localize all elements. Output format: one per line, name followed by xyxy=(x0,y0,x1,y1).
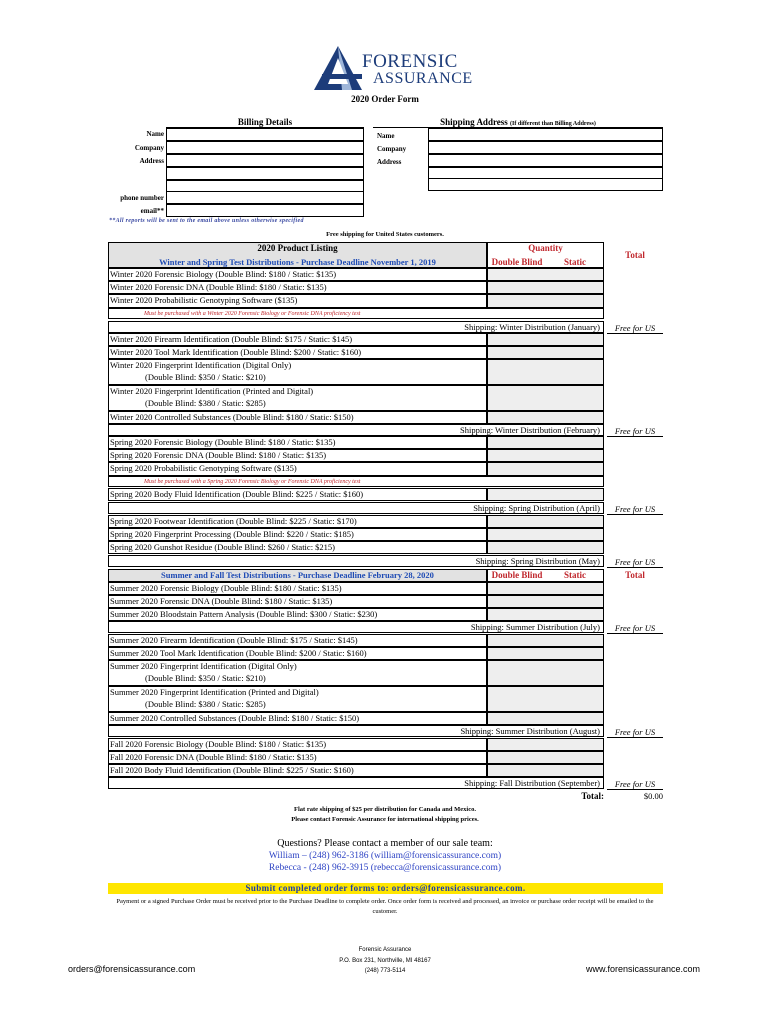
billing-email-field[interactable] xyxy=(166,204,364,217)
quantity-input[interactable] xyxy=(487,488,604,501)
submit-orders-banner[interactable]: Submit completed order forms to: orders@forensicassurance.com. xyxy=(108,883,663,894)
logo-text-forensic: FORENSIC xyxy=(362,51,458,72)
quantity-header: Quantity xyxy=(528,243,563,253)
billing-email-label: email** xyxy=(140,207,164,215)
quantity-input[interactable] xyxy=(487,660,604,686)
shipping-cost: Free for US xyxy=(607,503,663,515)
product-row: Winter 2020 Tool Mark Identification (Double Blind: $200 / Static: $160) xyxy=(108,346,487,359)
billing-address-field-2[interactable] xyxy=(166,167,364,180)
shipping-row: Shipping: Spring Distribution (April) xyxy=(108,502,604,514)
billing-company-field[interactable] xyxy=(166,141,364,154)
shipping-row: Shipping: Winter Distribution (January) xyxy=(108,321,604,333)
payment-note: Payment or a signed Purchase Order must be received prior to the Purchase Deadline to complete order. Once order form is received and processed, an invoice or purchase order receipt will be emailed to the customer. xyxy=(116,898,654,915)
product-row-title: Summer 2020 Fingerprint Identification (Printed and Digital) xyxy=(110,687,319,697)
billing-company-label: Company xyxy=(134,144,164,152)
quantity-input[interactable] xyxy=(487,359,604,385)
product-row: Spring 2020 Fingerprint Processing (Double Blind: $220 / Static: $185) xyxy=(108,528,487,541)
product-row: Summer 2020 Forensic Biology (Double Blind: $180 / Static: $135) xyxy=(108,582,487,595)
product-row: Summer 2020 Tool Mark Identification (Double Blind: $200 / Static: $160) xyxy=(108,647,487,660)
footer-address: P.O. Box 231, Northville, MI 48167 xyxy=(339,957,431,964)
total-header: Total xyxy=(625,250,645,260)
footer-phone: (248) 773-5114 xyxy=(364,968,406,974)
product-row: Summer 2020 Bloodstain Pattern Analysis (Double Blind: $300 / Static: $230) xyxy=(108,608,487,621)
quantity-input[interactable] xyxy=(487,751,604,764)
quantity-input[interactable] xyxy=(487,268,604,281)
flat-rate-note xyxy=(0,805,770,825)
product-row: Summer 2020 Firearm Identification (Double Blind: $175 / Static: $145) xyxy=(108,634,487,647)
shipping-address-field-3[interactable] xyxy=(428,178,663,191)
shipping-address-note: (If different than Billing Address) xyxy=(510,121,596,127)
product-row-price: (Double Blind: $380 / Static: $285) xyxy=(145,698,266,709)
quantity-input[interactable] xyxy=(487,647,604,660)
billing-details-header: Billing Details xyxy=(166,118,364,128)
product-row: Summer 2020 Controlled Substances (Double Blind: $180 / Static: $150) xyxy=(108,712,487,725)
quantity-input[interactable] xyxy=(487,436,604,449)
company-logo xyxy=(312,44,472,94)
product-row-title: Summer 2020 Fingerprint Identification (Digital Only) xyxy=(110,661,297,671)
product-row-price: (Double Blind: $350 / Static: $210) xyxy=(145,371,266,382)
page-title: 2020 Order Form xyxy=(351,94,419,104)
product-row-price: (Double Blind: $350 / Static: $210) xyxy=(145,672,266,683)
quantity-input[interactable] xyxy=(487,385,604,411)
billing-name-field[interactable] xyxy=(166,128,364,141)
shipping-address-label: Address xyxy=(377,158,402,166)
product-row-title: Winter 2020 Fingerprint Identification (Digital Only) xyxy=(110,360,292,370)
quantity-input[interactable] xyxy=(487,764,604,777)
quantity-input[interactable] xyxy=(487,411,604,424)
static-header: Static xyxy=(564,257,586,267)
static-header: Static xyxy=(564,570,586,580)
shipping-row: Shipping: Fall Distribution (September) xyxy=(108,777,604,789)
shipping-row: Shipping: Spring Distribution (May) xyxy=(108,555,604,567)
product-row: Spring 2020 Gunshot Residue (Double Blind: $260 / Static: $215) xyxy=(108,541,487,554)
contact-intro: Questions? Please contact a member of our sale team: xyxy=(277,838,493,849)
billing-phone-label: phone number xyxy=(120,194,164,202)
quantity-input[interactable] xyxy=(487,294,604,308)
quantity-input[interactable] xyxy=(487,333,604,346)
footer-website-link[interactable]: www.forensicassurance.com xyxy=(585,964,700,974)
order-total-value: $0.00 xyxy=(643,791,663,801)
product-row: Spring 2020 Footwear Identification (Double Blind: $225 / Static: $170) xyxy=(108,515,487,528)
product-row: Winter 2020 Forensic DNA (Double Blind: $180 / Static: $135) xyxy=(108,281,487,294)
quantity-input[interactable] xyxy=(487,595,604,608)
shipping-cost: Free for US xyxy=(607,726,663,738)
product-row: Spring 2020 Probabilistic Genotyping Software ($135) xyxy=(108,462,487,476)
shipping-cost: Free for US xyxy=(607,556,663,568)
shipping-cost: Free for US xyxy=(607,425,663,437)
quantity-input[interactable] xyxy=(487,712,604,725)
shipping-address-field-1[interactable] xyxy=(428,154,663,167)
product-row: Summer 2020 Forensic DNA (Double Blind: $180 / Static: $135) xyxy=(108,595,487,608)
product-row: Winter 2020 Controlled Substances (Double Blind: $180 / Static: $150) xyxy=(108,411,487,424)
email-note: **All reports will be sent to the email above unless otherwise specified xyxy=(109,218,304,224)
product-row: Spring 2020 Forensic DNA (Double Blind: $180 / Static: $135) xyxy=(108,449,487,462)
quantity-input[interactable] xyxy=(487,515,604,528)
quantity-input[interactable] xyxy=(487,634,604,647)
product-row: Winter 2020 Firearm Identification (Double Blind: $175 / Static: $145) xyxy=(108,333,487,346)
quantity-input[interactable] xyxy=(487,528,604,541)
quantity-input[interactable] xyxy=(487,449,604,462)
product-row xyxy=(108,385,487,411)
shipping-cost: Free for US xyxy=(607,778,663,790)
billing-address-field-1[interactable] xyxy=(166,154,364,167)
product-row: Fall 2020 Forensic Biology (Double Blind: $180 / Static: $135) xyxy=(108,738,487,751)
contact-section xyxy=(0,838,770,874)
quantity-input[interactable] xyxy=(487,462,604,476)
product-row: Spring 2020 Forensic Biology (Double Blind: $180 / Static: $135) xyxy=(108,436,487,449)
product-row: Winter 2020 Forensic Biology (Double Blind: $180 / Static: $135) xyxy=(108,268,487,281)
shipping-address-title: Shipping Address xyxy=(440,117,508,127)
product-row-title: Winter 2020 Fingerprint Identification (Printed and Digital) xyxy=(110,386,314,396)
contact-william-link[interactable]: William – (248) 962-3186 (william@forensicassurance.com) xyxy=(268,851,502,861)
product-row xyxy=(108,660,487,686)
shipping-cost: Free for US xyxy=(607,322,663,334)
billing-name-label: Name xyxy=(146,130,164,138)
product-row: Spring 2020 Body Fluid Identification (Double Blind: $225 / Static: $160) xyxy=(108,488,487,501)
order-total-label: Total: xyxy=(581,791,604,801)
double-blind-header: Double Blind xyxy=(491,257,543,267)
quantity-input[interactable] xyxy=(487,738,604,751)
double-blind-header: Double Blind xyxy=(491,570,543,580)
quantity-input[interactable] xyxy=(487,346,604,359)
shipping-row: Shipping: Summer Distribution (August) xyxy=(108,725,604,737)
shipping-name-field[interactable] xyxy=(428,128,663,141)
footer-company: Forensic Assurance xyxy=(358,947,412,953)
product-row xyxy=(108,359,487,385)
billing-address-label: Address xyxy=(139,157,164,165)
quantity-input[interactable] xyxy=(487,608,604,621)
total-header: Total xyxy=(625,570,645,580)
shipping-name-label: Name xyxy=(377,132,395,140)
footer-email-link[interactable]: orders@forensicassurance.com xyxy=(68,964,196,974)
section2-deadline-header: Summer and Fall Test Distributions - Purchase Deadline February 28, 2020 xyxy=(161,570,434,580)
shipping-row: Shipping: Summer Distribution (July) xyxy=(108,621,604,633)
product-row: Winter 2020 Probabilistic Genotyping Software ($135) xyxy=(108,294,487,308)
shipping-company-field[interactable] xyxy=(428,141,663,154)
product-row: Fall 2020 Body Fluid Identification (Double Blind: $225 / Static: $160) xyxy=(108,764,487,777)
section1-deadline-header: Winter and Spring Test Distributions - Purchase Deadline November 1, 2019 xyxy=(159,257,436,267)
triangle-a-logo-icon xyxy=(312,44,364,92)
logo-text-assurance: ASSURANCE xyxy=(373,70,473,87)
product-listing-header: 2020 Product Listing xyxy=(257,243,338,253)
requirement-note: Must be purchased with a Spring 2020 Forensic Biology or Forensic DNA proficiency test xyxy=(108,476,604,487)
quantity-input[interactable] xyxy=(487,281,604,294)
shipping-address-header xyxy=(373,118,663,128)
free-shipping-note: Free shipping for United States customers. xyxy=(326,231,444,238)
product-row xyxy=(108,686,487,712)
contact-rebecca-link[interactable]: Rebecca - (248) 962-3915 (rebecca@forensicassurance.com) xyxy=(268,863,502,873)
product-row-price: (Double Blind: $380 / Static: $285) xyxy=(145,397,266,408)
quantity-input[interactable] xyxy=(487,686,604,712)
billing-phone-field[interactable] xyxy=(166,191,364,204)
product-row: Fall 2020 Forensic DNA (Double Blind: $180 / Static: $135) xyxy=(108,751,487,764)
shipping-cost: Free for US xyxy=(607,622,663,634)
flat-rate-line-2: Please contact Forensic Assurance for international shipping prices. xyxy=(291,816,479,823)
shipping-row: Shipping: Winter Distribution (February) xyxy=(108,424,604,436)
quantity-input[interactable] xyxy=(487,582,604,595)
flat-rate-line-1: Flat rate shipping of $25 per distribution for Canada and Mexico. xyxy=(294,806,476,813)
quantity-input[interactable] xyxy=(487,541,604,554)
shipping-company-label: Company xyxy=(377,145,407,153)
requirement-note: Must be purchased with a Winter 2020 Forensic Biology or Forensic DNA proficiency test xyxy=(108,308,604,319)
